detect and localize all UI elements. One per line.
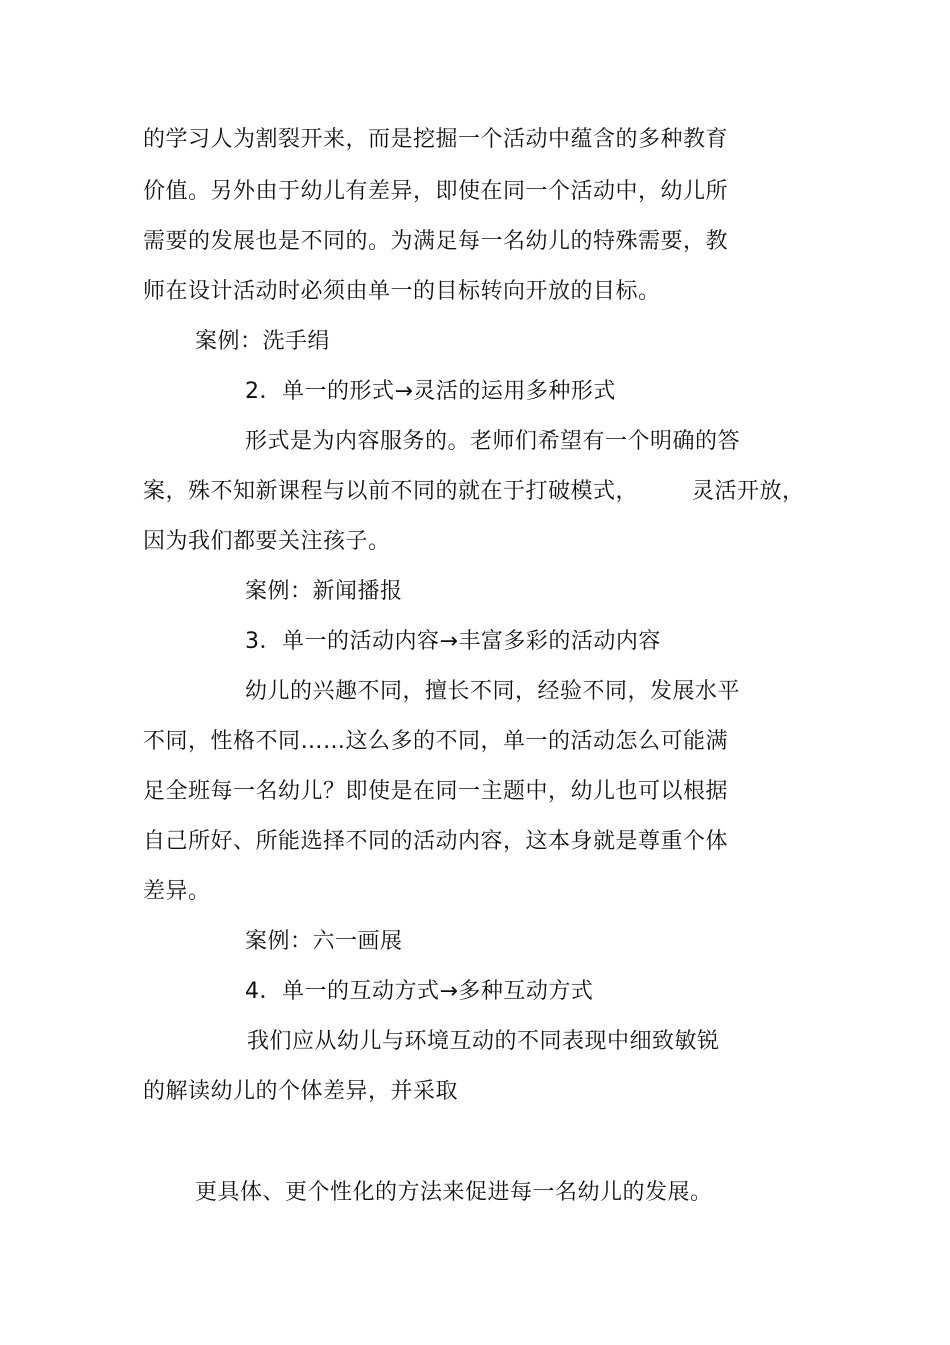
text-line-15: 自己所好、所能选择不同的活动内容，这本身就是尊重个体	[143, 829, 729, 854]
case-heading-3: 案例：六一画展	[245, 929, 403, 954]
text-line-19: 我们应从幼儿与环境互动的不同表现中细致敏锐	[247, 1029, 720, 1054]
text-line-1: 的学习人为割裂开来，而是挖掘一个活动中蕴含的多种教育	[143, 127, 729, 152]
text-line-7: 形式是为内容服务的。老师们希望有一个明确的答	[245, 429, 741, 454]
section-heading-3: 3．单一的活动内容→丰富多彩的活动内容	[245, 629, 661, 654]
section-heading-2: 2．单一的形式→灵活的运用多种形式	[245, 379, 616, 404]
text-line-9: 因为我们都要关注孩子。	[143, 529, 391, 554]
text-line-21: 更具体、更个性化的方法来促进每一名幼儿的发展。	[195, 1180, 713, 1205]
case-heading-2: 案例：新闻播报	[245, 579, 403, 604]
text-line-20: 的解读幼儿的个体差异，并采取	[143, 1079, 459, 1104]
text-line-2: 价值。另外由于幼儿有差异，即使在同一个活动中，幼儿所	[143, 179, 729, 204]
text-line-14: 足全班每一名幼儿？即使是在同一主题中，幼儿也可以根据	[143, 779, 729, 804]
text-line-12: 幼儿的兴趣不同，擅长不同，经验不同，发展水平	[245, 679, 741, 704]
section-heading-4: 4．单一的互动方式→多种互动方式	[245, 979, 594, 1004]
text-line-13: 不同，性格不同……这么多的不同，单一的活动怎么可能满	[143, 729, 729, 754]
text-line-8-tail: 灵活开放，	[692, 479, 805, 504]
case-heading-1: 案例：洗手绢	[195, 329, 331, 354]
text-line-8: 案，殊不知新课程与以前不同的就在于打破模式，	[143, 479, 639, 504]
text-line-16: 差异。	[143, 879, 211, 904]
text-line-4: 师在设计活动时必须由单一的目标转向开放的目标。	[143, 279, 661, 304]
text-line-3: 需要的发展也是不同的。为满足每一名幼儿的特殊需要，教	[143, 229, 729, 254]
